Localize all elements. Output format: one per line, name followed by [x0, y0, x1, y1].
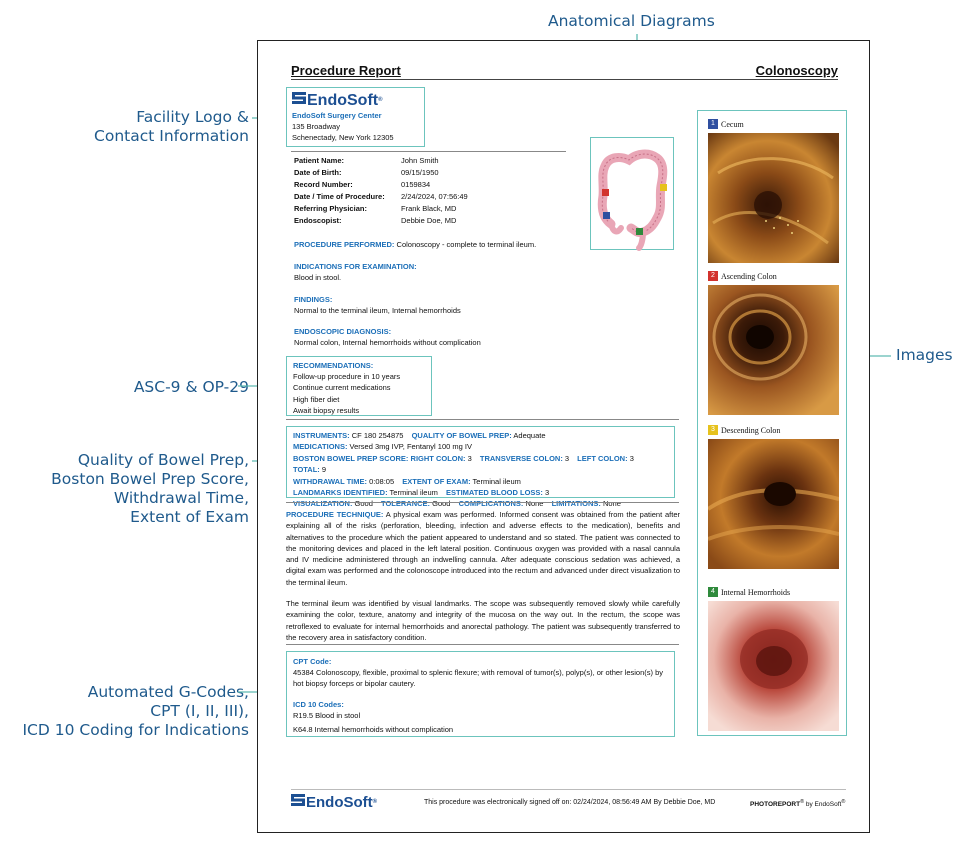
callout-text: Extent of Exam — [130, 508, 249, 526]
image-caption-text: Descending Colon — [721, 425, 781, 435]
transverse-colon-value: 3 — [564, 453, 570, 463]
logo-text: EndoSoft — [306, 793, 373, 811]
report-title: Procedure Report — [291, 63, 401, 78]
patient-label: Date / Time of Procedure: — [294, 192, 385, 201]
indications-section — [294, 261, 417, 283]
visualization-label: VISUALIZATION: — [293, 499, 353, 509]
section-label: ENDOSCOPIC DIAGNOSIS: — [294, 327, 392, 336]
patient-value: 0159834 — [401, 180, 431, 189]
patient-row — [294, 179, 468, 191]
callout-text: Facility Logo & — [136, 108, 249, 126]
procedure-report-page — [257, 40, 870, 833]
endoscopy-image-internal-hemorrhoids[interactable] — [708, 601, 839, 731]
quality-metrics-box — [286, 426, 675, 509]
patient-value: Debbie Doe, MD — [401, 216, 457, 225]
findings-section — [294, 294, 461, 316]
patient-label: Record Number: — [294, 180, 353, 189]
icd-label: ICD 10 Codes: — [293, 700, 344, 709]
patient-info — [294, 155, 468, 227]
facility-name: EndoSoft Surgery Center — [292, 111, 382, 120]
medications-label: MEDICATIONS: — [293, 442, 348, 452]
tolerance-label: TOLERANCE: — [381, 499, 431, 509]
logo-text: EndoSoft — [307, 91, 379, 109]
recommendation-item: Follow-up procedure in 10 years — [293, 372, 401, 382]
callout-anatomical-diagrams — [548, 12, 715, 31]
technique-paragraph — [286, 509, 680, 588]
icd-code: R19.5 Blood in stool — [293, 711, 361, 720]
patient-value: 09/15/1950 — [401, 168, 439, 177]
patient-row — [294, 155, 468, 167]
limitations-label: LIMITATIONS: — [551, 499, 601, 509]
image-number-badge: 1 — [708, 119, 718, 129]
callout-facility-logo — [94, 108, 249, 146]
patient-divider — [291, 151, 566, 152]
photoreport-reg: ® — [800, 799, 805, 805]
image-number-badge: 3 — [708, 425, 718, 435]
instruments-line — [293, 430, 668, 441]
ebl-value: 3 — [545, 488, 550, 498]
patient-label: Date of Birth: — [294, 168, 342, 177]
callout-text: CPT (I, II, III), — [150, 702, 249, 720]
facility-city: Schenectady, New York 12305 — [292, 133, 394, 142]
logo-reg: ® — [378, 96, 383, 103]
procedure-performed-section — [294, 239, 536, 250]
right-colon-label: RIGHT COLON: — [410, 453, 466, 463]
callout-text: Boston Bowel Prep Score, — [51, 470, 249, 488]
section-label: FINDINGS: — [294, 295, 333, 304]
total-value: 9 — [321, 465, 327, 475]
callout-text: ICD 10 Coding for Indications — [22, 721, 249, 739]
limitations-value: None — [602, 499, 621, 509]
quality-value: Adequate — [513, 431, 546, 440]
callout-text: Anatomical Diagrams — [548, 12, 715, 30]
patient-value: 2/24/2024, 07:56:49 — [401, 192, 468, 201]
patient-row — [294, 191, 468, 203]
section-value: Normal colon, Internal hemorrhoids without complication — [294, 338, 481, 347]
marker-3 — [660, 184, 667, 191]
footer-divider — [291, 789, 846, 790]
callout-text: Quality of Bowel Prep, — [77, 451, 249, 469]
extent-label: EXTENT OF EXAM: — [402, 476, 471, 486]
callout-automated-codes — [22, 683, 249, 740]
landmarks-line — [293, 487, 668, 498]
image-caption-text: Ascending Colon — [721, 271, 777, 281]
technique-text: A physical exam was performed. Informed consent was obtained from the patient after explaining all of the risks (perforation, bleeding, infection and adverse effects to the medication), benefits and alternatives to the procedure which the patient appeared to understand and so stated. The patient was connected to the monitoring devices and placed in the left lateral position. Continuous oxygen was provided with a nasal cannula and IV medicine administered through an indwelling cannula. After adequate conscious sedation was achieved, a digital exam was performed and the colonoscope introduced into the rectum and advanced under direct visualization to the terminal ileum. — [286, 510, 680, 587]
callout-text: ASC-9 & OP-29 — [133, 378, 249, 396]
complications-label: COMPLICATIONS: — [458, 499, 524, 509]
landmarks-value: Terminal ileum — [389, 488, 438, 498]
patient-row — [294, 167, 468, 179]
icd-code: K64.8 Internal hemorrhoids without complication — [293, 725, 454, 734]
technique-paragraph: The terminal ileum was identified by visual landmarks. The scope was subsequently removed slowly while carefully examining the color, texture, anatomy and integrity of the mucosa on the way out. In the rectum, the scope was retroflexed to evaluate for internal hemorrhoids and anorectal pathology. The patient was subsequently transferred to the recovery area in satisfactory condition. — [286, 599, 680, 642]
divider — [286, 502, 679, 503]
image-caption — [708, 425, 780, 435]
ebl-label: ESTIMATED BLOOD LOSS: — [445, 488, 543, 498]
right-colon-value: 3 — [467, 453, 472, 463]
cpt-value: 45384 Colonoscopy, flexible, proximal to splenic flexure; with removal of tumor(s), polyp(s), or other lesion(s) by hot biopsy forceps or bipolar cautery. — [293, 668, 664, 688]
photoreport-by-reg: ® — [841, 799, 846, 805]
image-number-badge: 2 — [708, 271, 718, 281]
image-caption-text: Internal Hemorrhoids — [721, 587, 791, 597]
logo-s-icon — [291, 793, 305, 811]
section-value: Blood in stool. — [294, 273, 342, 282]
recommendations-box — [286, 356, 432, 416]
patient-row — [294, 203, 468, 215]
recommendation-item: Await biopsy results — [293, 405, 360, 415]
codes-box — [286, 651, 675, 737]
patient-label: Referring Physician: — [294, 204, 367, 213]
boston-label: BOSTON BOWEL PREP SCORE: — [293, 453, 409, 463]
callout-text: Images — [896, 346, 953, 364]
image-caption — [708, 587, 790, 597]
left-colon-label: LEFT COLON: — [577, 453, 628, 463]
withdrawal-line — [293, 476, 668, 487]
visualization-value: Good — [354, 499, 373, 509]
photoreport-by: by EndoSoft — [805, 801, 842, 809]
marker-1 — [603, 212, 610, 219]
marker-2 — [602, 189, 609, 196]
divider — [286, 419, 679, 420]
endoscopy-image-descending-colon[interactable] — [708, 439, 839, 569]
header-divider — [291, 79, 838, 80]
image-caption-text: Cecum — [721, 119, 744, 129]
procedure-technique — [286, 509, 680, 643]
patient-label: Patient Name: — [294, 156, 345, 165]
instruments-label: INSTRUMENTS: — [293, 431, 350, 440]
diagnosis-section — [294, 326, 481, 348]
endoscopy-image-ascending-colon[interactable] — [708, 285, 839, 415]
signoff-text: This procedure was electronically signed off on: 02/24/2024, 08:56:49 AM By Debbie Doe, MD — [424, 799, 716, 806]
patient-label: Endoscopist: — [294, 216, 342, 225]
callout-text: Automated G-Codes, — [87, 683, 249, 701]
photoreport-label: PHOTOREPORT — [750, 801, 801, 809]
callout-quality-bowel-prep — [51, 451, 249, 527]
procedure-type: Colonoscopy — [755, 63, 838, 78]
withdrawal-label: WITHDRAWAL TIME: — [293, 476, 368, 486]
technique-label: PROCEDURE TECHNIQUE: — [286, 510, 384, 519]
quality-label: QUALITY OF BOWEL PREP: — [411, 431, 512, 440]
recommendations-label: RECOMMENDATIONS: — [293, 361, 374, 370]
image-number-badge: 4 — [708, 587, 718, 597]
patient-row — [294, 215, 468, 227]
photoreport-brand — [750, 799, 845, 808]
image-caption — [708, 271, 777, 281]
patient-value: Frank Black, MD — [401, 204, 457, 213]
logo-s-icon — [292, 91, 306, 109]
section-label: INDICATIONS FOR EXAMINATION: — [294, 262, 417, 271]
transverse-colon-label: TRANSVERSE COLON: — [479, 453, 563, 463]
medications-value: Versed 3mg IVP, Fentanyl 100 mg IV — [349, 442, 472, 452]
section-value: Normal to the terminal ileum, Internal hemorrhoids — [294, 306, 461, 315]
colon-diagram-icon — [591, 138, 675, 251]
instruments-value: CF 180 254875 — [351, 431, 404, 440]
facility-block — [286, 87, 425, 147]
boston-score-line — [293, 453, 668, 476]
section-label: PROCEDURE PERFORMED: — [294, 240, 395, 249]
anatomical-diagram — [590, 137, 674, 250]
total-label: TOTAL: — [293, 465, 320, 475]
medications-line — [293, 441, 668, 452]
callout-images — [896, 346, 953, 365]
recommendation-item: Continue current medications — [293, 383, 391, 393]
recommendation-item: High fiber diet — [293, 394, 340, 404]
cpt-label: CPT Code: — [293, 657, 332, 666]
marker-4 — [636, 228, 643, 235]
endoscopy-images-panel — [697, 110, 847, 736]
logo-reg: ® — [372, 798, 378, 805]
section-value: Colonoscopy - complete to terminal ileum. — [396, 240, 537, 249]
callout-text: Withdrawal Time, — [113, 489, 249, 507]
left-colon-value: 3 — [629, 453, 634, 463]
landmarks-label: LANDMARKS IDENTIFIED: — [293, 488, 388, 498]
callout-asc-op — [134, 378, 249, 397]
tolerance-value: Good — [432, 499, 451, 509]
image-caption — [708, 119, 744, 129]
complications-value: None — [525, 499, 544, 509]
facility-address: 135 Broadway — [292, 122, 340, 131]
callout-text: Contact Information — [94, 127, 249, 145]
footer-logo — [291, 793, 377, 811]
extent-value: Terminal ileum — [472, 476, 521, 486]
divider — [286, 644, 679, 645]
endosoft-logo — [292, 91, 419, 109]
patient-value: John Smith — [401, 156, 439, 165]
endoscopy-image-cecum[interactable] — [708, 133, 839, 263]
withdrawal-value: 0:08:05 — [369, 476, 395, 486]
